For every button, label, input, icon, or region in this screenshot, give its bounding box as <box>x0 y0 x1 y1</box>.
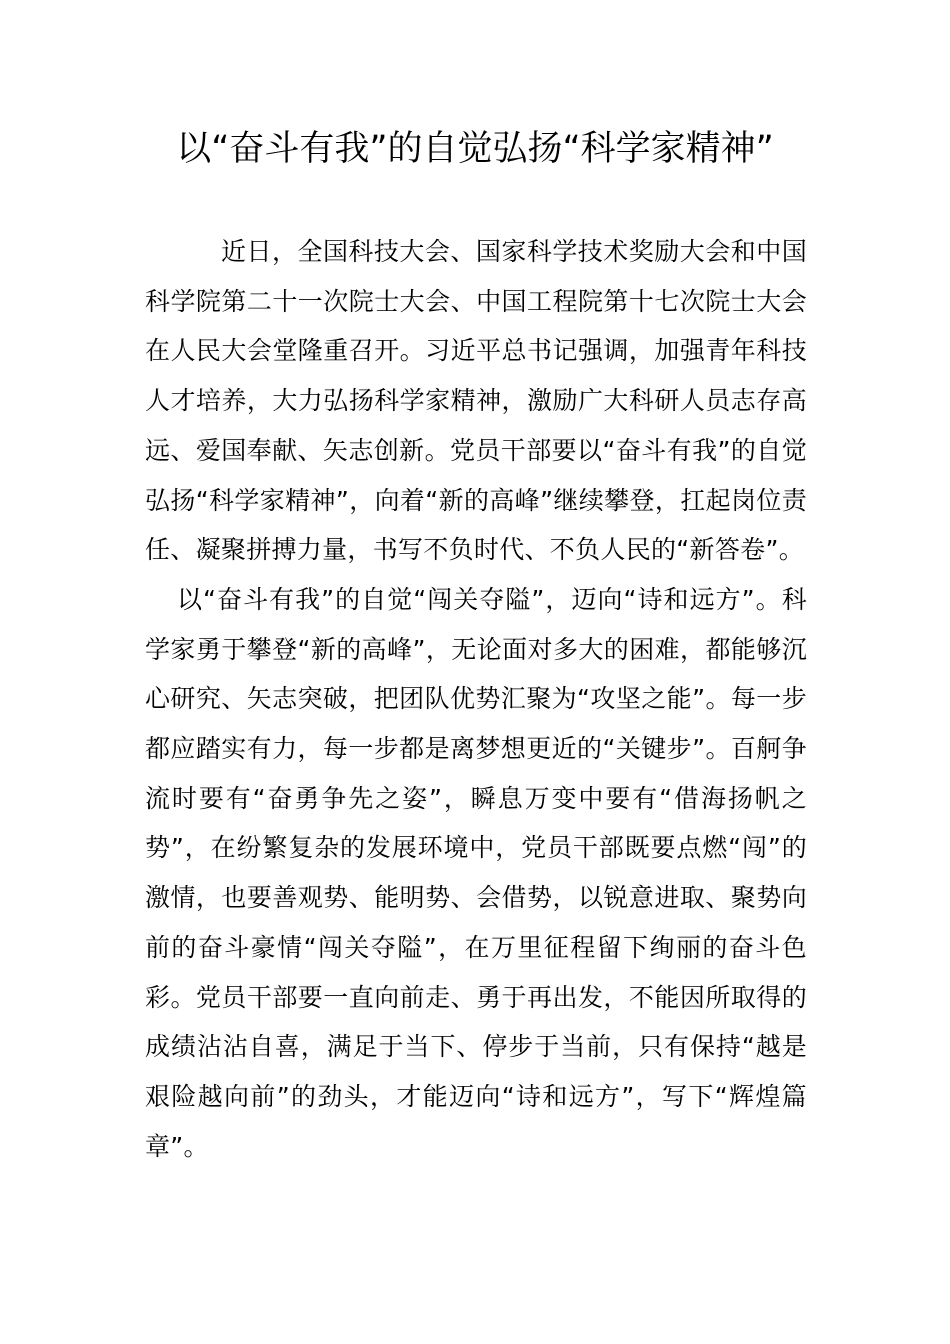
document-body <box>145 227 807 1171</box>
paragraph-1: 近日，全国科技大会、国家科学技术奖励大会和中国科学院第二十一次院士大会、中国工程院第十七次院士大会在人民大会堂隆重召开。习近平总书记强调，加强青年科技人才培养，大力弘扬科学家精神，激励广大科研人员志存高远、爱国奉献、矢志创新。党员干部要以“奋斗有我”的自觉弘扬“科学家精神”，向着“新的高峰”继续攀登，扛起岗位责任、凝聚拼搏力量，书写不负时代、不负人民的“新答卷”。 <box>145 237 807 565</box>
paragraph-2: 以“奋斗有我”的自觉“闯关夺隘”，迈向“诗和远方”。科学家勇于攀登“新的高峰”，无论面对多大的困难，都能够沉心研究、矢志突破，把团队优势汇聚为“攻坚之能”。每一步都应踏实有力，每一步都是离梦想更近的“关键步”。百舸争流时要有“奋勇争先之姿”，瞬息万变中要有“借海扬帆之势”，在纷繁复杂的发展环境中，党员干部既要点燃“闯”的激情，也要善观势、能明势、会借势，以锐意进取、聚势向前的奋斗豪情“闯关夺隘”，在万里征程留下绚丽的奋斗色彩。党员干部要一直向前走、勇于再出发，不能因所取得的成绩沾沾自喜，满足于当下、停步于当前，只有保持“越是艰险越向前”的劲头，才能迈向“诗和远方”，写下“辉煌篇章”。 <box>145 584 807 1161</box>
document-title: 以“奋斗有我”的自觉弘扬“科学家精神” <box>176 129 774 169</box>
